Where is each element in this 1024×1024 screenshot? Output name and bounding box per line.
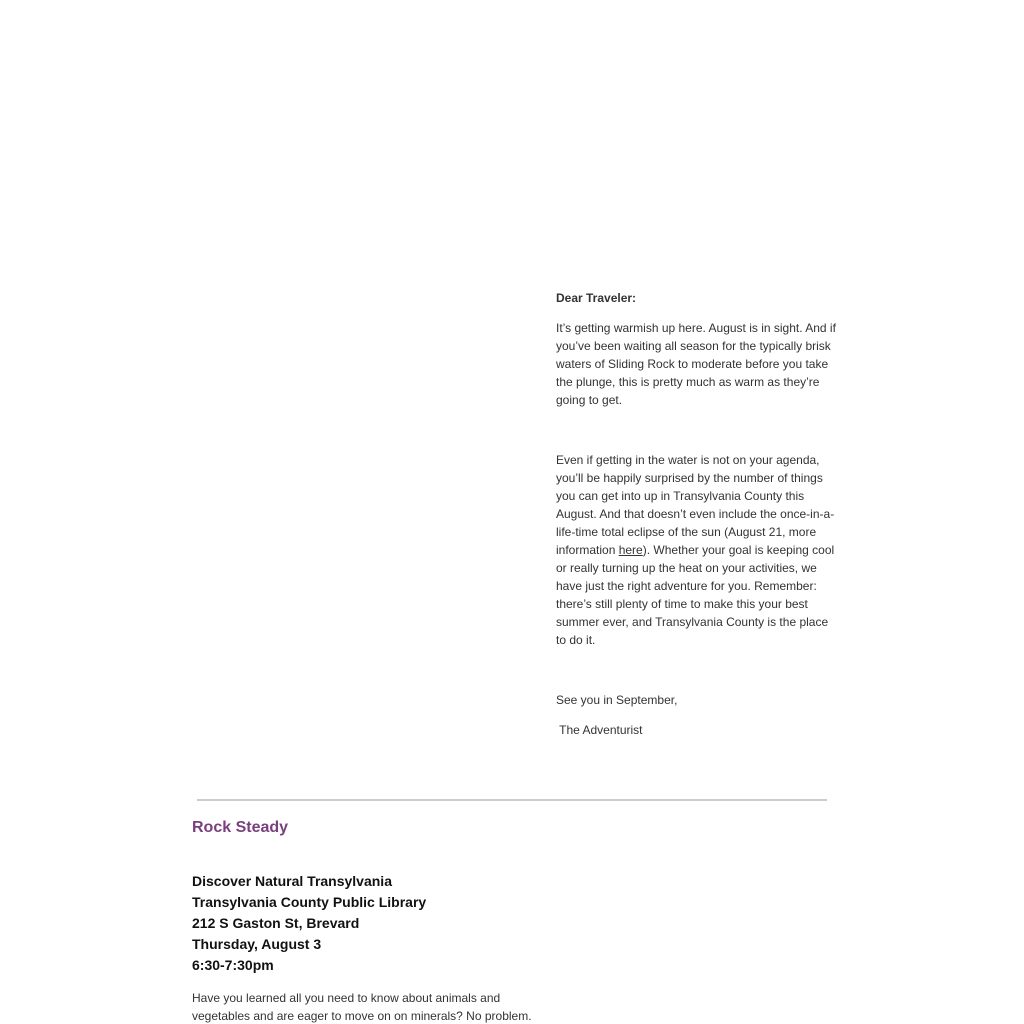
event-date: Thursday, August 3 — [192, 936, 322, 952]
letter-salutation: Dear Traveler: — [556, 291, 637, 305]
section-divider — [197, 799, 827, 801]
event-name: Discover Natural Transylvania — [192, 873, 392, 889]
letter-paragraph-2 — [556, 451, 836, 649]
letter-closing: See you in September, — [556, 693, 678, 707]
letter-signature: The Adventurist — [556, 723, 643, 737]
event-venue: Transylvania County Public Library — [192, 894, 427, 910]
letter-paragraph-2-text-b: ). Whether your goal is keeping cool or really turning up the heat on your activities, we have just the right adventure for you. Remember: there’s still plenty of time to make this your best summer ever, and Transylvania County is the place to do it. — [556, 543, 835, 647]
newsletter-letter — [556, 289, 836, 739]
eclipse-info-link[interactable]: here — [618, 543, 643, 557]
event-details — [192, 871, 552, 976]
letter-paragraph-1: It’s getting warmish up here. August is in sight. And if you’ve been waiting all season for the typically brisk waters of Sliding Rock to moderate before you take the plunge, this is pretty much as warm as they’re going to get. — [556, 321, 836, 407]
section-title: Rock Steady — [192, 819, 289, 836]
event-description: Have you learned all you need to know about animals and vegetables and are eager to move on on minerals? No problem. — [192, 991, 532, 1023]
letter-paragraph-2-text-a: Even if getting in the water is not on your agenda, you’ll be happily surprised by the number of things you can get into up in Transylvania County this August. And that doesn’t even include the once-in-a-life-time total eclipse of the sun (August 21, more information — [556, 453, 835, 557]
event-address: 212 S Gaston St, Brevard — [192, 915, 360, 931]
event-time: 6:30-7:30pm — [192, 957, 274, 973]
